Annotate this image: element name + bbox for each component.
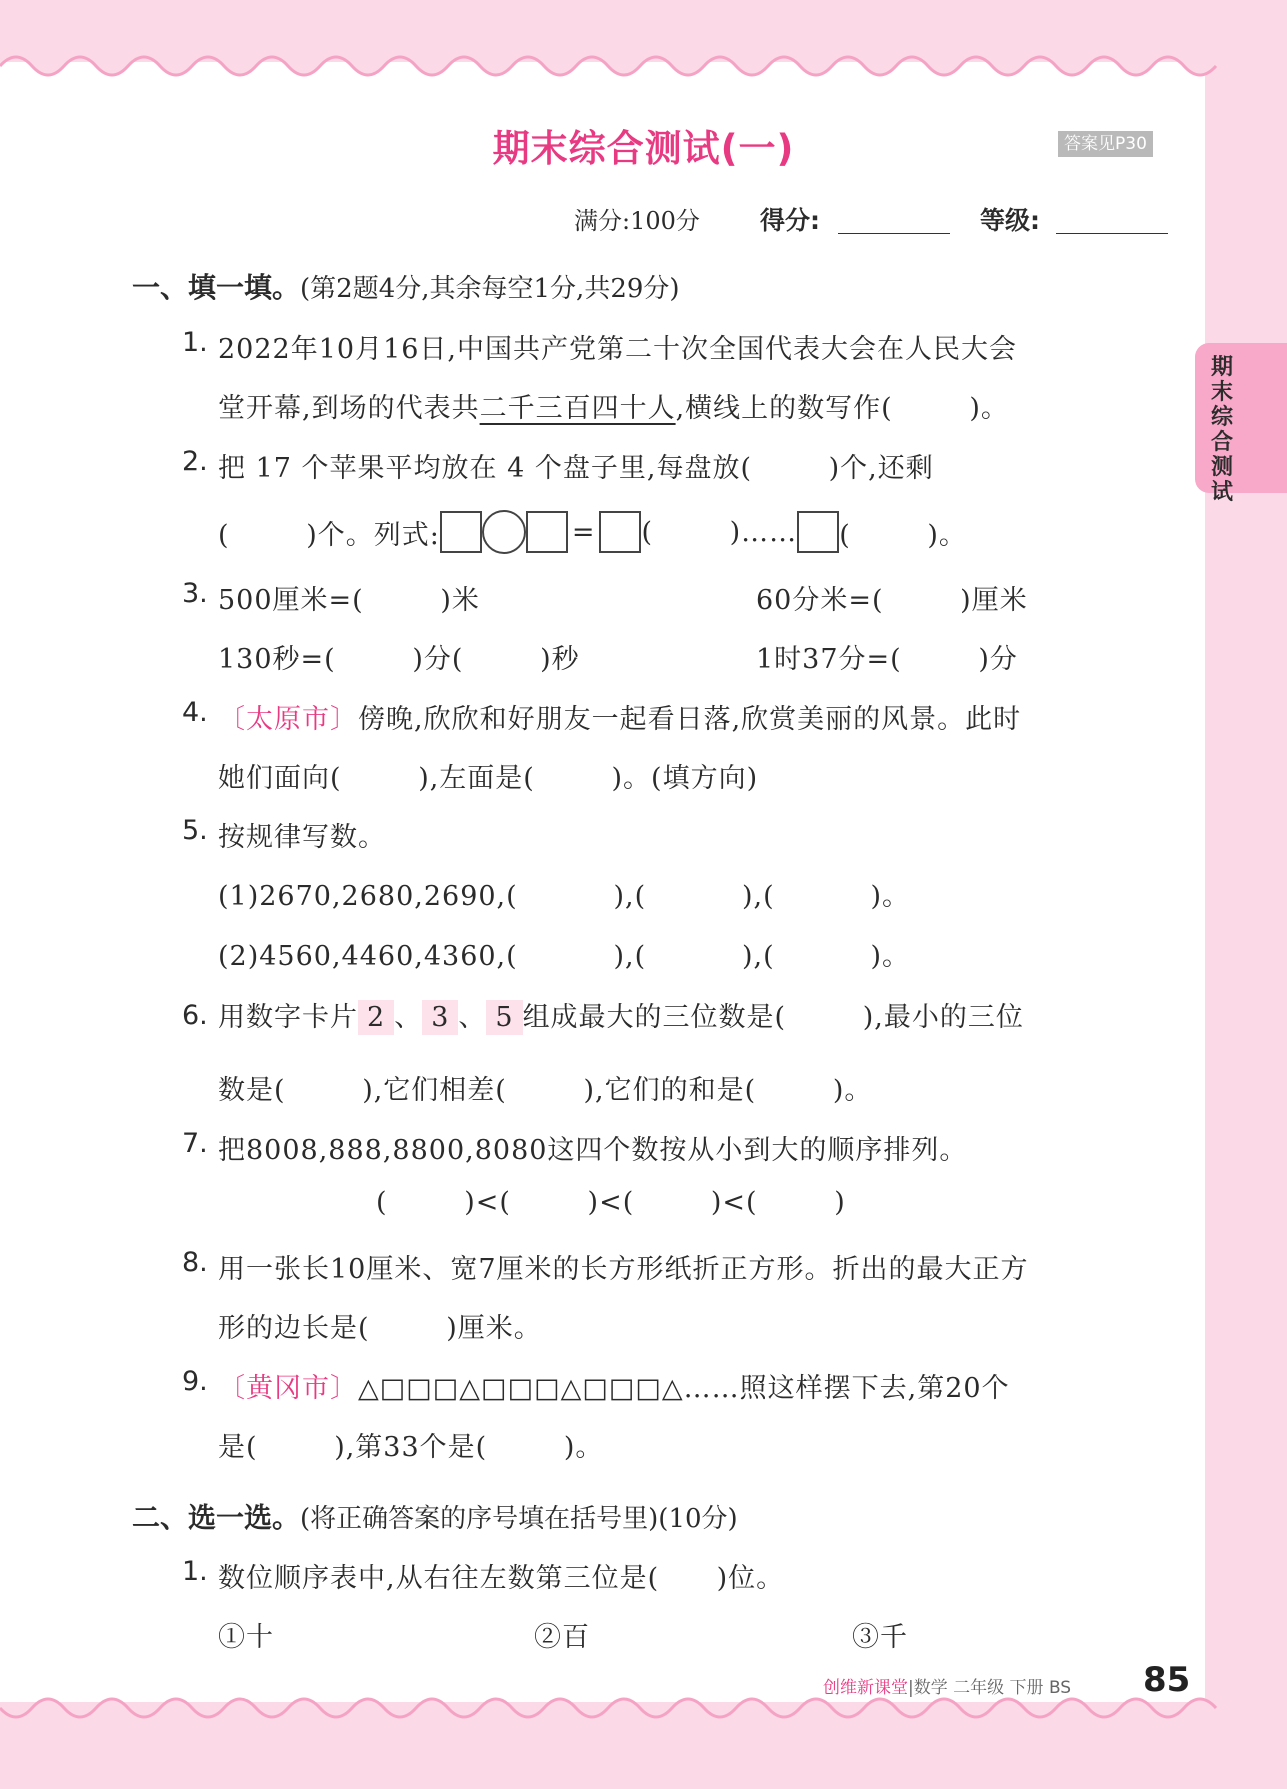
q7-line1: 把8008,888,8800,8080这四个数按从小到大的顺序排列。 [218,1135,968,1166]
q8-number: 8. [182,1247,208,1278]
q1-underlined-number: 二千三百四十人 [479,393,676,424]
digit-card: 2 [358,1000,394,1035]
q3-item-c[interactable]: 130秒=( )分( )秒 [218,644,580,675]
q4-number: 4. [182,697,208,728]
digit-card: 3 [422,1000,458,1035]
q2-box-dividend[interactable] [440,511,482,553]
q2-line1: 把 17 个苹果平均放在 4 个盘子里,每盘放( )个,还剩 [218,453,934,484]
q1-line1: 2022年10月16日,中国共产党第二十次全国代表大会在人民大会 [218,334,1018,365]
q1-line2 [218,386,1009,425]
q2-quotient-unit[interactable]: ( )…… [641,516,798,548]
footer-book-info: |数学 二年级 下册 BS [908,1678,1072,1698]
q1-number: 1. [182,327,208,358]
q6-text-pre: 用数字卡片 [218,1002,358,1033]
q9-line2[interactable]: 是( ),第33个是( )。 [218,1432,604,1463]
q6-number: 6. [182,1000,208,1031]
q9-source-tag: 〔黄冈市〕 [218,1373,358,1404]
s2-q1-line1[interactable]: 数位顺序表中,从右往左数第三位是( )位。 [218,1563,785,1594]
q6-line1 [218,995,1024,1035]
answer-reference-badge: 答案见P30 [1058,131,1153,157]
q2-box-divisor[interactable] [526,511,568,553]
q1-answer-blank[interactable]: ,横线上的数写作( )。 [675,393,1009,424]
q9-line1 [218,1366,1010,1405]
q3-item-a[interactable]: 500厘米=( )米 [218,585,480,616]
q9-line1-text: △□□□△□□□△□□□△……照这样摆下去,第20个 [358,1373,1010,1404]
wave-border-bottom [0,1690,1287,1740]
q7-number: 7. [182,1128,208,1159]
q3-number: 3. [182,578,208,609]
q2-equals: = [571,516,596,548]
page-title: 期末综合测试(一) [492,127,795,170]
q9-number: 9. [182,1366,208,1397]
q5-sub2[interactable]: (2)4560,4460,4360,( ),( ),( )。 [218,941,910,972]
q3-item-b[interactable]: 60分米=( )厘米 [756,585,1028,616]
q6-sep: 、 [394,1002,423,1033]
section2-title: 二、选一选。 [132,1501,301,1534]
q3-item-d[interactable]: 1时37分=( )分 [756,644,1018,675]
q7-order-blanks[interactable]: ( )<( )<( )<( ) [376,1187,846,1218]
q4-line2[interactable]: 她们面向( ),左面是( )。(填方向) [218,763,759,794]
choice-option-2[interactable]: ②百 [534,1622,590,1653]
choice-option-1[interactable]: ①十 [218,1622,274,1653]
section1-heading [132,266,680,306]
q4-source-tag: 〔太原市〕 [218,704,358,735]
side-tab-chapter [1195,343,1287,505]
q8-line1: 用一张长10厘米、宽7厘米的长方形纸折正方形。折出的最大正方 [218,1254,1029,1285]
footer-text [823,1673,1071,1698]
digit-card: 5 [486,1000,522,1035]
q1-line2-text: 堂开幕,到场的代表共 [218,393,480,424]
score-blank[interactable] [838,233,950,234]
q5-line1: 按规律写数。 [218,822,386,853]
q2-line2 [218,510,967,554]
section2-heading [132,1496,738,1536]
section2-note: (将正确答案的序号填在括号里)(10分) [300,1504,738,1534]
page-frame-right [1197,40,1287,1740]
s2-q1-number: 1. [182,1556,208,1587]
choice-option-3[interactable]: ③千 [852,1622,908,1653]
wave-border-top [0,36,1287,86]
full-score-text: 满分:100分 [574,207,700,235]
grade-label: 等级: [980,206,1040,235]
q6-line2[interactable]: 数是( ),它们相差( ),它们的和是( )。 [218,1075,873,1106]
q4-line1 [218,697,1021,736]
q2-line2-text: ( )个。列式: [218,519,440,551]
q2-circle-operator[interactable] [482,510,526,554]
q4-line1-text: 傍晚,欣欣和好朋友一起看日落,欣赏美丽的风景。此时 [358,704,1022,735]
q2-box-quotient[interactable] [599,511,641,553]
grade-blank[interactable] [1056,233,1168,234]
footer-brand: 创维新课堂 [823,1678,908,1698]
q5-number: 5. [182,815,208,846]
section1-title: 一、填一填。 [132,271,301,304]
side-tab-label: 期末综合测试 [1211,355,1234,505]
page-number: 85 [1143,1660,1191,1700]
q5-sub1[interactable]: (1)2670,2680,2690,( ),( ),( )。 [218,881,910,912]
section1-note: (第2题4分,其余每空1分,共29分) [300,274,680,304]
q6-text-post[interactable]: 组成最大的三位数是( ),最小的三位 [522,1002,1024,1033]
q2-remainder-unit[interactable]: ( )。 [839,519,967,551]
q2-number: 2. [182,446,208,477]
q6-sep: 、 [458,1002,487,1033]
q2-box-remainder[interactable] [797,511,839,553]
score-label: 得分: [760,206,820,235]
q8-line2[interactable]: 形的边长是( )厘米。 [218,1313,542,1344]
